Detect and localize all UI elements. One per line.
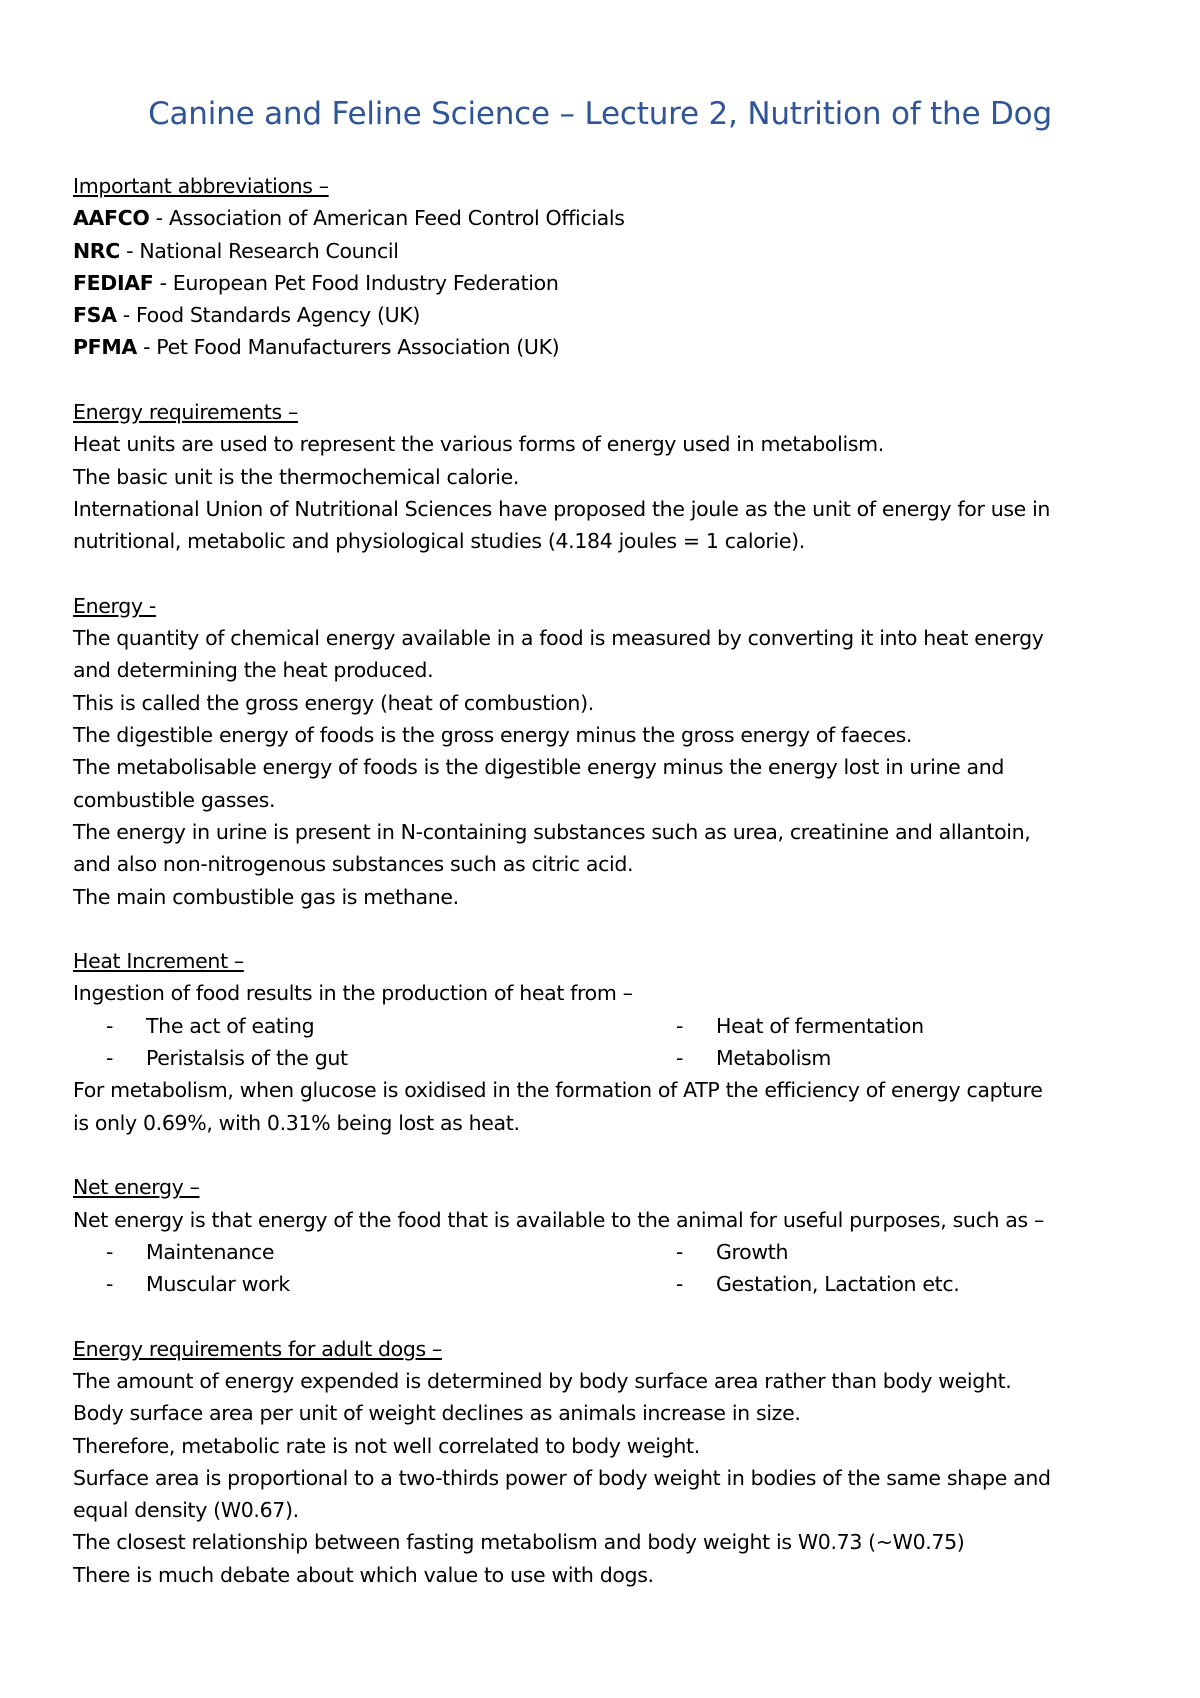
dash-bullet: - — [105, 1272, 114, 1297]
list-item — [73, 1010, 643, 1042]
list-item-text: Heat of fermentation — [716, 1013, 924, 1038]
abbreviation-definition: - European Pet Food Industry Federation — [153, 270, 559, 295]
paragraph-line: The metabolisable energy of foods is the digestible energy minus the energy lost in urine and — [73, 755, 1005, 780]
abbreviation-definition: - National Research Council — [119, 238, 399, 263]
paragraph-line: The main combustible gas is methane. — [73, 884, 459, 909]
paragraph-line: and also non-nitrogenous substances such as citric acid. — [73, 852, 634, 877]
spacer — [73, 558, 1153, 590]
paragraph-line: There is much debate about which value to use with dogs. — [73, 1562, 654, 1587]
energy-requirements-section — [73, 396, 1153, 557]
paragraph-line: The basic unit is the thermochemical calorie. — [73, 464, 520, 489]
paragraph-line: Surface area is proportional to a two-thirds power of body weight in bodies of the same shape and — [73, 1465, 1051, 1490]
section-heading: Net energy – — [73, 1175, 200, 1200]
paragraph-line: The energy in urine is present in N-containing substances such as urea, creatinine and allantoin, — [73, 819, 1031, 844]
list-item-text: Muscular work — [146, 1272, 290, 1297]
spacer — [73, 1139, 1153, 1171]
paragraph-line: The digestible energy of foods is the gross energy minus the gross energy of faeces. — [73, 723, 913, 748]
paragraph-line: The quantity of chemical energy available in a food is measured by converting it into heat energy — [73, 626, 1044, 651]
paragraph-line: equal density (W0.67). — [73, 1498, 299, 1523]
paragraph-line: Ingestion of food results in the production of heat from – — [73, 981, 633, 1006]
section-heading: Heat Increment – — [73, 949, 244, 974]
paragraph-line: is only 0.69%, with 0.31% being lost as heat. — [73, 1110, 520, 1135]
net-energy-section — [73, 1171, 1153, 1300]
list-item — [73, 1236, 643, 1268]
abbreviation: AAFCO — [73, 206, 150, 231]
dash-bullet: - — [675, 1239, 684, 1264]
abbreviation-definition: - Association of American Feed Control Officials — [149, 206, 625, 231]
paragraph-line: and determining the heat produced. — [73, 658, 434, 683]
section-heading: Important abbreviations – — [73, 174, 329, 198]
paragraph-line: combustible gasses. — [73, 787, 276, 812]
bullet-list — [73, 1010, 1153, 1075]
list-item — [643, 1042, 1143, 1074]
list-item-text: Peristalsis of the gut — [146, 1046, 348, 1071]
dash-bullet: - — [105, 1013, 114, 1038]
paragraph-line: The amount of energy expended is determined by body surface area rather than body weight. — [73, 1368, 1012, 1393]
section-heading: Energy requirements – — [73, 400, 298, 425]
abbreviation: PFMA — [73, 335, 137, 360]
spacer — [73, 1300, 1153, 1332]
list-item — [73, 1268, 643, 1300]
paragraph-line: The closest relationship between fasting metabolism and body weight is W0.73 (~W0.75) — [73, 1530, 965, 1555]
abbreviation-definition: - Pet Food Manufacturers Association (UK) — [136, 335, 560, 360]
document-body — [73, 170, 1153, 1591]
abbreviation: FSA — [73, 303, 117, 328]
paragraph-line: Net energy is that energy of the food that is available to the animal for useful purposes, such as – — [73, 1207, 1044, 1232]
paragraph-line: Therefore, metabolic rate is not well correlated to body weight. — [73, 1433, 700, 1458]
abbreviation-item — [73, 267, 1153, 299]
list-item — [643, 1268, 1143, 1300]
paragraph-line: Body surface area per unit of weight declines as animals increase in size. — [73, 1401, 801, 1426]
page-title: Canine and Feline Science – Lecture 2, Nutrition of the Dog — [148, 96, 1052, 132]
spacer — [73, 364, 1153, 396]
energy-section — [73, 590, 1153, 913]
dash-bullet: - — [105, 1239, 114, 1264]
abbreviation-item — [73, 202, 1153, 234]
dash-bullet: - — [675, 1046, 684, 1071]
heat-increment-section — [73, 945, 1153, 1139]
abbreviation: NRC — [73, 238, 120, 263]
abbreviation: FEDIAF — [73, 270, 154, 295]
list-item-text: Gestation, Lactation etc. — [716, 1272, 960, 1297]
list-item-text: The act of eating — [146, 1013, 315, 1038]
dash-bullet: - — [675, 1272, 684, 1297]
adult-dogs-section — [73, 1333, 1153, 1591]
list-item-text: Maintenance — [146, 1239, 275, 1264]
paragraph-line: nutritional, metabolic and physiological studies (4.184 joules = 1 calorie). — [73, 529, 805, 554]
list-item-text: Metabolism — [716, 1046, 831, 1071]
dash-bullet: - — [675, 1013, 684, 1038]
abbreviation-item — [73, 299, 1153, 331]
list-item — [643, 1236, 1143, 1268]
paragraph-line: This is called the gross energy (heat of combustion). — [73, 690, 594, 715]
bullet-list — [73, 1236, 1153, 1301]
section-heading: Energy requirements for adult dogs – — [73, 1336, 442, 1361]
abbreviations-section — [73, 170, 1153, 364]
section-heading: Energy - — [73, 593, 156, 618]
abbreviation-definition: - Food Standards Agency (UK) — [116, 303, 421, 328]
dash-bullet: - — [105, 1046, 114, 1071]
list-item — [643, 1010, 1143, 1042]
abbreviation-item — [73, 331, 1153, 363]
list-item — [73, 1042, 643, 1074]
list-item-text: Growth — [716, 1239, 789, 1264]
paragraph-line: For metabolism, when glucose is oxidised in the formation of ATP the efficiency of energy capture — [73, 1078, 1043, 1103]
spacer — [73, 913, 1153, 945]
abbreviation-item — [73, 235, 1153, 267]
paragraph-line: International Union of Nutritional Sciences have proposed the joule as the unit of energy for use in — [73, 496, 1051, 521]
paragraph-line: Heat units are used to represent the various forms of energy used in metabolism. — [73, 432, 884, 457]
